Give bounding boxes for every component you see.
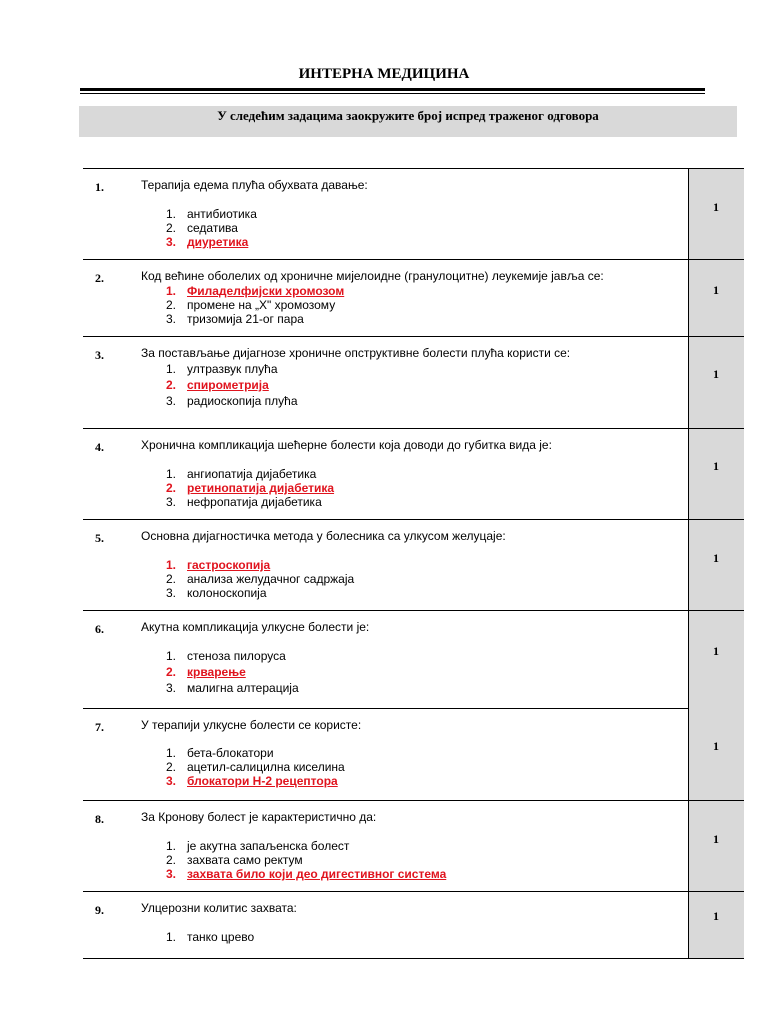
answer-option[interactable]: [166, 298, 335, 312]
question-number: 4.: [95, 440, 104, 454]
row-divider: [83, 168, 744, 169]
question-score: 1: [713, 551, 719, 565]
question-number: 5.: [95, 531, 104, 545]
option-number: 1.: [166, 839, 177, 853]
question-number: 8.: [95, 812, 104, 826]
option-text: стеноза пилоруса: [187, 649, 286, 663]
option-text: гастроскопија: [187, 558, 271, 572]
option-number: 1.: [166, 207, 177, 221]
option-number: 3.: [166, 774, 177, 788]
answer-option[interactable]: [166, 572, 354, 586]
question-text: Хронична компликација шећерне болести која доводи до губитка вида је:: [141, 438, 552, 452]
option-number: 3.: [166, 312, 177, 326]
option-text: малигна алтерација: [187, 681, 299, 695]
answer-option[interactable]: [166, 930, 254, 944]
answer-option[interactable]: [166, 760, 345, 774]
option-text: ултразвук плућа: [187, 362, 278, 376]
answer-option[interactable]: [166, 394, 298, 408]
option-text: бета-блокатори: [187, 746, 274, 760]
question-number: 2.: [95, 271, 104, 285]
answer-option-correct[interactable]: [166, 665, 246, 679]
option-number: 3.: [166, 235, 177, 249]
question-score: 1: [713, 283, 719, 297]
answer-option[interactable]: [166, 681, 299, 695]
row-divider: [83, 891, 744, 892]
option-number: 1.: [166, 558, 177, 572]
option-number: 2.: [166, 298, 177, 312]
option-text: блокатори H-2 рецептора: [187, 774, 338, 788]
answer-option[interactable]: [166, 312, 304, 326]
answer-option-correct[interactable]: [166, 378, 269, 392]
option-number: 2.: [166, 378, 177, 392]
option-number: 3.: [166, 867, 177, 881]
answer-option[interactable]: [166, 362, 278, 376]
option-number: 1.: [166, 746, 177, 760]
row-divider: [83, 519, 744, 520]
question-score: 1: [713, 367, 719, 381]
option-text: ретинопатија дијабетика: [187, 481, 335, 495]
row-divider: [83, 800, 744, 801]
option-text: захвата само ректум: [187, 853, 303, 867]
answer-option-correct[interactable]: [166, 481, 334, 495]
question-text: Терапија едема плућа обухвата давање:: [141, 178, 368, 192]
answer-option[interactable]: [166, 839, 349, 853]
answer-option[interactable]: [166, 746, 274, 760]
answer-option[interactable]: [166, 221, 238, 235]
answer-option[interactable]: [166, 853, 303, 867]
instruction-banner: У следећим задацима заокружите број испред траженог одговора: [79, 106, 737, 137]
row-divider: [83, 336, 744, 337]
answer-option[interactable]: [166, 467, 316, 481]
answer-option-correct[interactable]: [166, 235, 248, 249]
option-number: 1.: [166, 284, 177, 298]
question-number: 1.: [95, 180, 104, 194]
option-number: 2.: [166, 665, 177, 679]
option-number: 2.: [166, 572, 177, 586]
answer-option-correct[interactable]: [166, 284, 344, 298]
question-text: Акутна компликација улкусне болести је:: [141, 620, 370, 634]
option-text: је акутна запаљенска болест: [187, 839, 350, 853]
option-text: колоноскопија: [187, 586, 267, 600]
answer-option[interactable]: [166, 586, 267, 600]
questions-table: [83, 168, 744, 959]
question-number: 7.: [95, 720, 104, 734]
question-score: 1: [713, 644, 719, 658]
option-number: 2.: [166, 853, 177, 867]
option-text: диуретика: [187, 235, 249, 249]
option-number: 1.: [166, 930, 177, 944]
row-divider: [83, 708, 688, 709]
option-text: анализа желудачног садржаја: [187, 572, 355, 586]
answer-option-correct[interactable]: [166, 774, 338, 788]
row-divider: [83, 610, 744, 611]
question-text: Основна дијагностичка метода у болесника са улкусом желуцаје:: [141, 529, 506, 543]
option-number: 3.: [166, 495, 177, 509]
option-number: 3.: [166, 681, 177, 695]
question-number: 6.: [95, 622, 104, 636]
question-text: За постављање дијагнозе хроничне опструктивне болести плућа користи се:: [141, 346, 571, 360]
answer-option-correct[interactable]: [166, 867, 446, 881]
option-text: Филаделфијски хромозом: [187, 284, 345, 298]
question-score: 1: [713, 200, 719, 214]
option-number: 3.: [166, 394, 177, 408]
question-text: За Кронову болест је карактеристично да:: [141, 810, 377, 824]
question-score: 1: [713, 739, 719, 753]
question-score: 1: [713, 832, 719, 846]
option-text: крварење: [187, 665, 246, 679]
option-number: 2.: [166, 221, 177, 235]
question-score: 1: [713, 459, 719, 473]
question-text: У терапији улкусне болести се користе:: [141, 718, 362, 732]
option-text: антибиотика: [187, 207, 257, 221]
option-text: захвата било који део дигестивног система: [187, 867, 447, 881]
option-text: танко црево: [187, 930, 255, 944]
option-number: 1.: [166, 467, 177, 481]
option-number: 1.: [166, 362, 177, 376]
option-number: 2.: [166, 481, 177, 495]
title-rule-thin: [80, 93, 705, 94]
option-number: 1.: [166, 649, 177, 663]
row-divider: [83, 428, 744, 429]
title-rule-thick: [80, 88, 705, 91]
question-score: 1: [713, 909, 719, 923]
question-number: 9.: [95, 903, 104, 917]
question-number: 3.: [95, 348, 104, 362]
table-bottom-rule: [83, 958, 744, 959]
question-text: Код већине оболелих од хроничне мијелоидне (гранулоцитне) леукемије јавља се:: [141, 269, 604, 283]
option-number: 3.: [166, 586, 177, 600]
option-text: седатива: [187, 221, 238, 235]
row-divider: [83, 259, 744, 260]
answer-option[interactable]: [166, 207, 257, 221]
option-text: нефропатија дијабетика: [187, 495, 322, 509]
answer-option[interactable]: [166, 495, 322, 509]
option-number: 2.: [166, 760, 177, 774]
option-text: тризомија 21-ог пара: [187, 312, 304, 326]
option-text: спирометрија: [187, 378, 269, 392]
answer-option[interactable]: [166, 649, 286, 663]
option-text: промене на „X" хромозому: [187, 298, 336, 312]
option-text: радиоскопија плућа: [187, 394, 298, 408]
question-text: Улцерозни колитис захвата:: [141, 901, 297, 915]
option-text: ацетил-салицилна киселина: [187, 760, 345, 774]
document-title: ИНТЕРНА МЕДИЦИНА: [298, 66, 470, 82]
option-text: ангиопатија дијабетика: [187, 467, 317, 481]
answer-option-correct[interactable]: [166, 558, 270, 572]
